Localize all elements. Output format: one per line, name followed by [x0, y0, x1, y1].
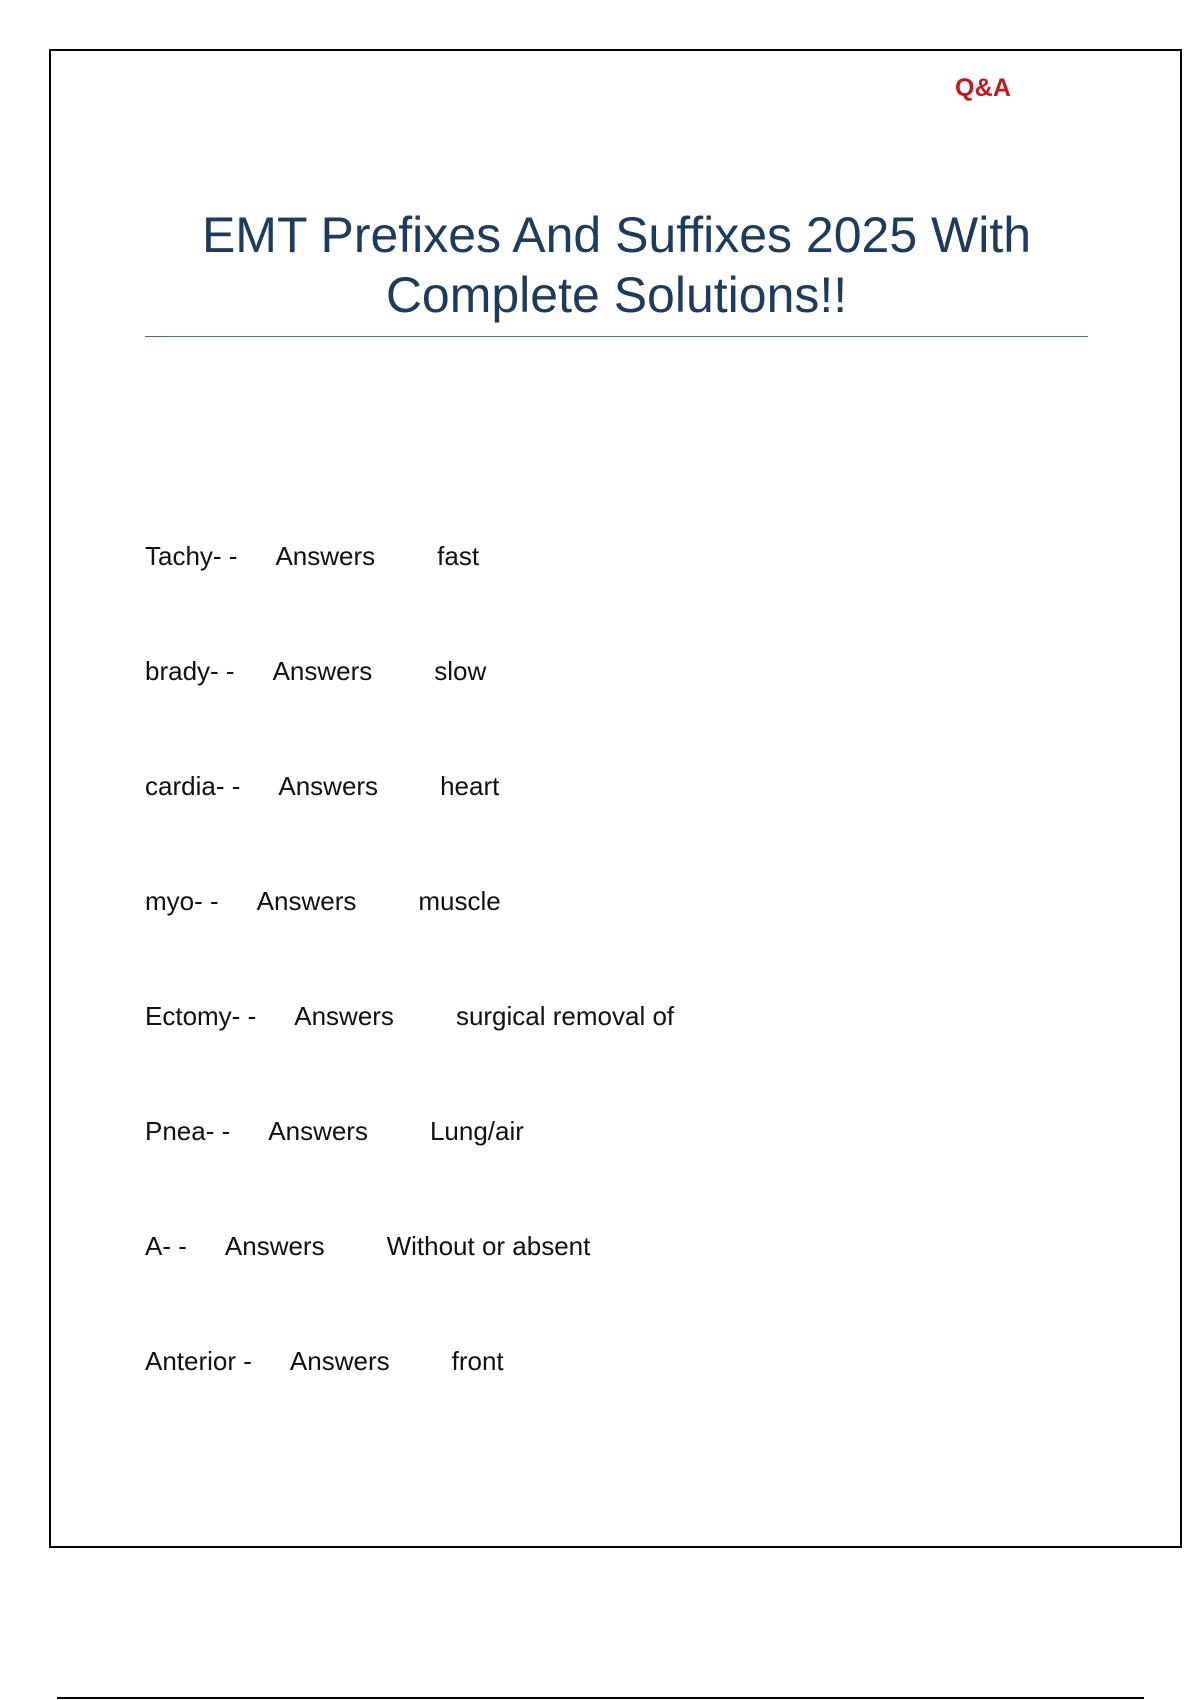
qa-item: [145, 883, 674, 998]
qa-item: [145, 653, 674, 768]
qa-answer: slow: [434, 656, 487, 686]
qa-answer: fast: [437, 541, 480, 571]
qa-answer: Without or absent: [386, 1231, 591, 1261]
qa-answers-label: Answers: [272, 656, 373, 686]
qa-item: [145, 538, 674, 653]
document-title: EMT Prefixes And Suffixes 2025 With Complete Solutions!!: [201, 207, 1032, 323]
qa-answer: front: [451, 1346, 504, 1376]
footer-divider: [57, 1697, 1144, 1699]
qa-item: [145, 1113, 674, 1228]
qa-item: [145, 768, 674, 883]
qa-answers-label: Answers: [294, 1001, 394, 1031]
qa-item: [145, 1343, 674, 1458]
qa-answers-label: Answers: [224, 1231, 325, 1261]
qa-answers-label: Answers: [256, 886, 357, 916]
qa-answers-label: Answers: [268, 1116, 368, 1146]
qa-term: Anterior -: [145, 1346, 252, 1376]
qa-badge: Q&A: [955, 74, 1012, 102]
qa-answer: heart: [440, 771, 500, 801]
qa-answer: surgical removal of: [455, 1001, 675, 1031]
qa-answers-label: Answers: [275, 541, 376, 571]
title-underline-divider: [145, 336, 1088, 337]
qa-answers-label: Answers: [278, 771, 379, 801]
qa-term: A- -: [145, 1231, 187, 1261]
qa-item: [145, 998, 674, 1113]
qa-answer: Lung/air: [429, 1116, 524, 1146]
qa-answer: muscle: [418, 886, 501, 916]
qa-item: [145, 1228, 674, 1343]
qa-term: Ectomy- -: [145, 1001, 257, 1031]
qa-list: [145, 538, 674, 1458]
qa-term: cardia- -: [145, 771, 241, 801]
qa-term: Pnea- -: [145, 1116, 231, 1146]
qa-term: myo- -: [145, 886, 219, 916]
qa-term: brady- -: [145, 656, 235, 686]
qa-answers-label: Answers: [289, 1346, 390, 1376]
qa-term: Tachy- -: [145, 541, 238, 571]
